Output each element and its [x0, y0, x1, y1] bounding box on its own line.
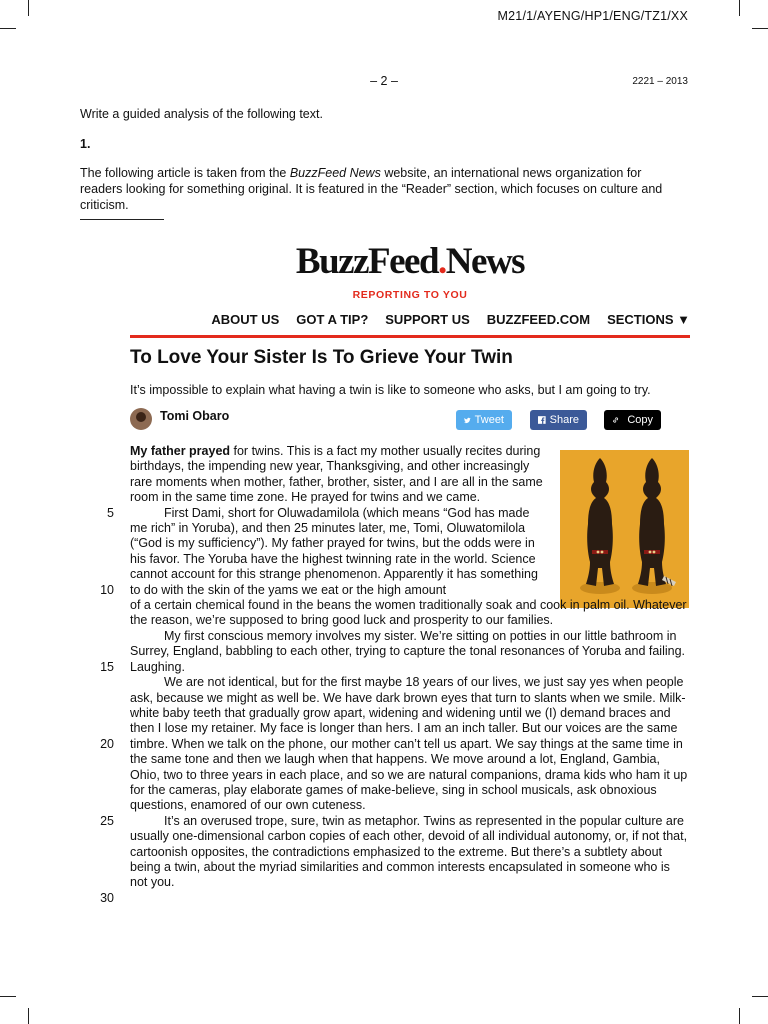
crop-mark — [0, 28, 16, 29]
link-icon — [612, 414, 619, 426]
author-avatar[interactable] — [130, 408, 152, 430]
nav-sections[interactable]: SECTIONS ▼ — [607, 312, 690, 327]
exam-instruction: Write a guided analysis of the following text. — [80, 107, 323, 121]
lead-in: My father prayed — [130, 444, 231, 458]
line-number: 30 — [100, 891, 114, 905]
paragraph-2: First Dami, short for Oluwadamilola (which means “God has made me rich” in Yoruba), and then 25 minutes later, me, Tomi, Oluwatomilola (“God is my sufficiency”). My father prayed for twins, but the odds were in his favor. The Yoruba have the highest twinning rate in the world. Science cannot account for this strange phenomenon. Apparently it has something to do with the skin of the yams we eat or the high amount — [130, 505, 538, 597]
twitter-bird-icon — [464, 415, 471, 426]
logo-dot: . — [438, 241, 446, 282]
buzzfeed-news-logo — [130, 240, 690, 283]
paragraph-5: It’s an overused trope, sure, twin as metaphor. Twins as represented in the popular culture are usually one-dimensional carbon copies of each other, devoid of all individual autonomy, or, if not that, cartoonish opposites, the contradictions emphasized to the extreme. But there’s a subtlety about being a twin, about the myriad similarities and common interests encapsulated in someone who is not you. — [130, 813, 688, 890]
line-number: 5 — [107, 506, 114, 520]
nav-buzzfeed-com[interactable]: BUZZFEED.COM — [486, 312, 591, 327]
article-headline: To Love Your Sister Is To Grieve Your Twin — [130, 347, 513, 368]
facebook-icon — [538, 414, 546, 426]
author-name[interactable]: Tomi Obaro — [160, 409, 230, 423]
line-number: 25 — [100, 814, 114, 828]
facebook-share-button[interactable] — [530, 410, 587, 430]
paragraph-2-continued: of a certain chemical found in the beans the women traditionally soak and cook in palm oil. Whatever the reason, we’re supposed to bring good luck and prosperity to our families. — [130, 598, 687, 628]
site-navigation — [211, 312, 690, 327]
tweet-label: Tweet — [474, 414, 504, 426]
intro-text: The following article is taken from the — [80, 166, 290, 180]
crop-mark — [28, 0, 29, 16]
question-number: 1. — [80, 137, 91, 151]
paragraph-4: We are not identical, but for the first maybe 18 years of our lives, we just say yes when people ask, because we might as well be. We have dark brown eyes that turn to slants when we smile. Milk-white baby teeth that gradually grow apart, widening and widening until we (I) demand braces and then I lose my retainer. My face is longer than hers. I am an inch taller. But our voices are the same timbre. When we talk on the phone, our mother can’t tell us apart. We say things at the same time in the same tone and then we laugh when that happens. We move around a lot, England, Gambia, Ohio, two to three years in each place, and so we are natural companions, drama kids who ham it up for the cameras, play elaborate games of make-believe, sing in school musicals, ask obnoxious questions, enamored of our own cuteness. — [130, 675, 688, 813]
line-number: 10 — [100, 583, 114, 597]
site-tagline: REPORTING TO YOU — [352, 289, 468, 301]
line-number: 20 — [100, 737, 114, 751]
intro-divider — [80, 219, 164, 220]
article-body — [130, 444, 690, 891]
crop-mark — [28, 1008, 29, 1024]
nav-support-us[interactable]: SUPPORT US — [385, 312, 470, 327]
crop-mark — [0, 996, 16, 997]
nav-got-a-tip[interactable]: GOT A TIP? — [296, 312, 369, 327]
page-number: – 2 – — [370, 74, 398, 88]
crop-mark — [739, 0, 740, 16]
share-label: Share — [549, 414, 579, 426]
masthead-divider — [130, 335, 690, 338]
logo-text: News — [445, 241, 525, 282]
paragraph-text: for twins. This is a fact my mother usually recites during birthdays, the impending new year, Thanksgiving, and other increasingly rare moments when mother, father, brother, sister, and I are all in the same room in the same time zone. He prayed for twins and we came. — [130, 444, 543, 505]
paragraph-1 — [130, 444, 550, 506]
intro-text: website, an international news organization for readers looking for something original. It is featured in the “Reader” section, which focuses on culture and criticism. — [80, 166, 663, 212]
paragraph-3: My first conscious memory involves my sister. We’re sitting on potties in our little bathroom in Surrey, England, babbling to each other, trying to capture the tonal resonances of Yoruba and failing. Laughing. — [130, 628, 686, 674]
exam-code: M21/1/AYENG/HP1/ENG/TZ1/XX — [497, 9, 688, 23]
crop-mark — [739, 1008, 740, 1024]
nav-about-us[interactable]: ABOUT US — [211, 312, 280, 327]
copy-link-button[interactable] — [604, 410, 661, 430]
source-introduction — [80, 165, 680, 213]
intro-source-name: BuzzFeed News — [289, 166, 381, 180]
line-number: 15 — [100, 660, 114, 674]
article-standfirst: It’s impossible to explain what having a twin is like to someone who asks, but I am going to try. — [130, 383, 651, 397]
copy-label: Copy — [627, 414, 653, 426]
crop-mark — [752, 28, 768, 29]
logo-text: BuzzFeed — [295, 241, 439, 282]
exam-reference: 2221 – 2013 — [632, 76, 688, 87]
crop-mark — [752, 996, 768, 997]
tweet-button[interactable] — [456, 410, 512, 430]
